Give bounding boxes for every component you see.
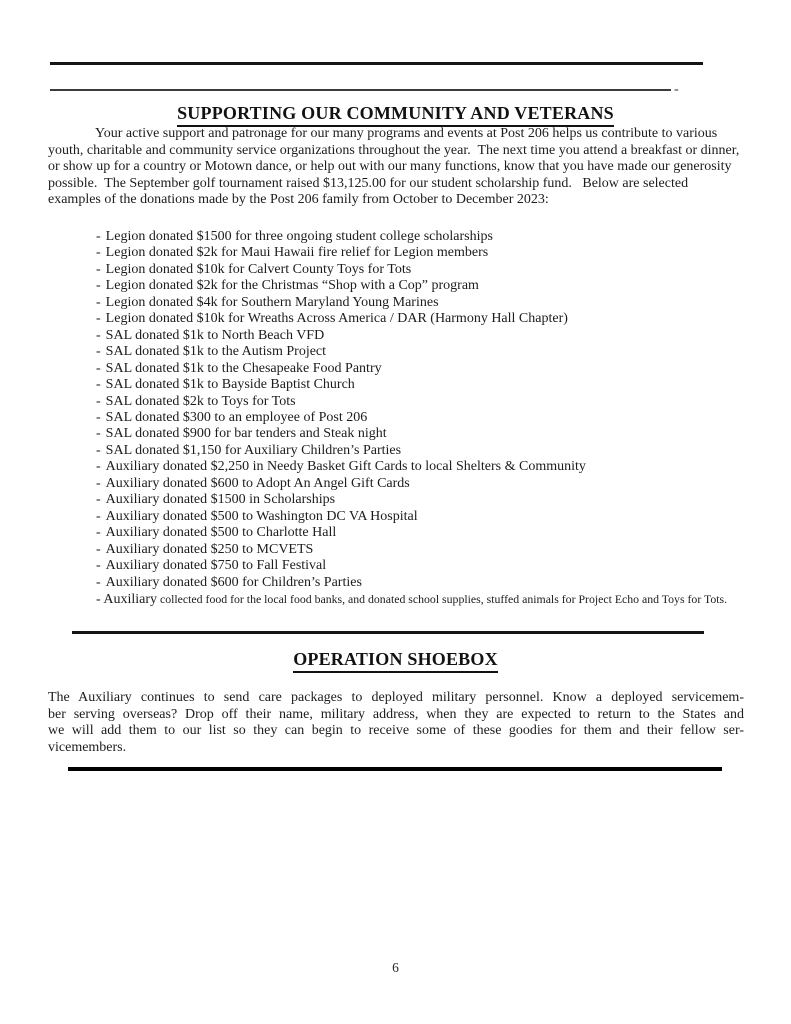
bullet-dash: - [96, 541, 101, 557]
shoebox-section-title-text: OPERATION SHOEBOX [293, 649, 498, 673]
donation-text: Auxiliary donated $500 to Washington DC VA Hospital [105, 508, 418, 524]
donation-text: SAL donated $1k to the Chesapeake Food Pantry [105, 360, 382, 376]
bullet-dash: - [96, 574, 101, 590]
donation-item [96, 492, 744, 508]
donation-item [96, 459, 744, 475]
donation-item [96, 278, 744, 294]
donation-text: Legion donated $2k for the Christmas “Shop with a Cop” program [105, 278, 479, 294]
bullet-dash: - [96, 525, 101, 541]
donation-item [96, 575, 744, 591]
donation-text: SAL donated $1k to North Beach VFD [105, 327, 325, 343]
bullet-dash: - [96, 278, 101, 294]
shoebox-paragraph-line: The Auxiliary continues to send care packages to deployed military personnel. Know a deployed servicemem- [48, 690, 744, 705]
bullet-dash: - [96, 294, 101, 310]
donation-text: SAL donated $2k to Toys for Tots [105, 393, 296, 409]
donation-item [96, 394, 744, 410]
donation-item [96, 295, 744, 311]
donation-item [96, 426, 744, 442]
donation-item [96, 361, 744, 377]
donation-text: Auxiliary donated $250 to MCVETS [105, 541, 314, 557]
donation-text: Legion donated $1500 for three ongoing student college scholarships [105, 229, 493, 244]
donation-item [96, 229, 744, 245]
bottom-divider [68, 767, 722, 771]
donation-text: SAL donated $900 for bar tenders and Steak night [105, 426, 387, 442]
donation-item-final [48, 591, 744, 608]
bullet-dash: - [96, 508, 101, 524]
donation-text: Auxiliary donated $500 to Charlotte Hall [105, 525, 337, 541]
donation-text: Legion donated $10k for Wreaths Across America / DAR (Harmony Hall Chapter) [105, 311, 568, 327]
donation-text: Auxiliary donated $600 to Adopt An Angel Gift Cards [105, 475, 410, 491]
bullet-dash: - [96, 344, 101, 360]
donation-text: SAL donated $1k to Bayside Baptist Church [105, 377, 355, 393]
bullet-dash: - [96, 245, 101, 261]
stray-hyphen: - [674, 82, 679, 97]
shoebox-paragraph-line: ber serving overseas? Drop off their name, military address, when they are expected to return to the States and [48, 706, 744, 722]
bullet-dash: - [96, 442, 101, 458]
donation-text: SAL donated $300 to an employee of Post 206 [105, 409, 368, 425]
donation-item [96, 328, 744, 344]
bullet-dash: - [96, 327, 101, 343]
donation-item [96, 344, 744, 360]
shoebox-paragraph [48, 690, 744, 756]
shoebox-section-title [0, 649, 791, 673]
donation-item [96, 542, 744, 558]
donation-final-detail: collected food for the local food banks, and donated school supplies, stuffed animals for Project Echo and Toys for Tots. [157, 591, 728, 606]
donation-text: Auxiliary donated $1500 in Scholarships [105, 492, 336, 508]
donation-final-lead: - Auxiliary [96, 591, 158, 607]
donation-item [96, 410, 744, 426]
bullet-dash: - [96, 377, 101, 393]
bullet-dash: - [96, 409, 101, 425]
shoebox-paragraph-line: vicemembers. [48, 739, 127, 755]
donation-text: Legion donated $2k for Maui Hawaii fire relief for Legion members [105, 245, 489, 261]
donation-text: Auxiliary donated $750 to Fall Festival [105, 558, 327, 574]
donation-text: SAL donated $1,150 for Auxiliary Children’s Parties [105, 442, 402, 458]
bullet-dash: - [96, 261, 101, 277]
donation-item [96, 262, 744, 278]
donation-item [96, 558, 744, 574]
bullet-dash: - [96, 459, 101, 475]
community-section-title-text: SUPPORTING OUR COMMUNITY AND VETERANS [177, 103, 614, 127]
donation-item [96, 377, 744, 393]
bullet-dash: - [96, 475, 101, 491]
donation-item [96, 525, 744, 541]
bullet-dash: - [96, 360, 101, 376]
top-rule-primary [50, 62, 703, 65]
donation-item [96, 509, 744, 525]
donation-text: SAL donated $1k to the Autism Project [105, 344, 327, 360]
donation-item [96, 311, 744, 327]
bullet-dash: - [96, 558, 101, 574]
donation-text: Legion donated $10k for Calvert County Toys for Tots [105, 261, 412, 277]
donation-list [48, 229, 744, 608]
community-intro-paragraph: Your active support and patronage for our many programs and events at Post 206 helps us contribute to various youth, charitable and community service organizations throughout the year. The next time you attend a breakfast or dinner, or show up for a country or Motown dance, or help out with our many functions, know that you have made our generosity possible. The September golf tournament raised $13,125.00 for our student scholarship fund. Below are selected examples of the donations made by the Post 206 family from October to December 2023: [48, 126, 743, 208]
donation-text: Auxiliary donated $600 for Children’s Parties [105, 574, 362, 590]
donation-text: Legion donated $4k for Southern Maryland Young Marines [105, 294, 439, 310]
page-number: 6 [392, 960, 399, 975]
bullet-dash: - [96, 393, 101, 409]
community-section-title [0, 103, 791, 127]
shoebox-paragraph-line: we will add them to our list so they can begin to receive some of these goodies for them and their fellow ser- [48, 723, 744, 739]
donation-item [96, 245, 744, 261]
donation-item [96, 443, 744, 459]
bullet-dash: - [96, 229, 101, 244]
bullet-dash: - [96, 492, 101, 508]
bullet-dash: - [96, 311, 101, 327]
donation-text: Auxiliary donated $2,250 in Needy Basket Gift Cards to local Shelters & Community [105, 459, 586, 475]
top-rule-secondary [50, 89, 671, 91]
section-divider [72, 631, 704, 634]
donation-item [96, 476, 744, 492]
bullet-dash: - [96, 426, 101, 442]
